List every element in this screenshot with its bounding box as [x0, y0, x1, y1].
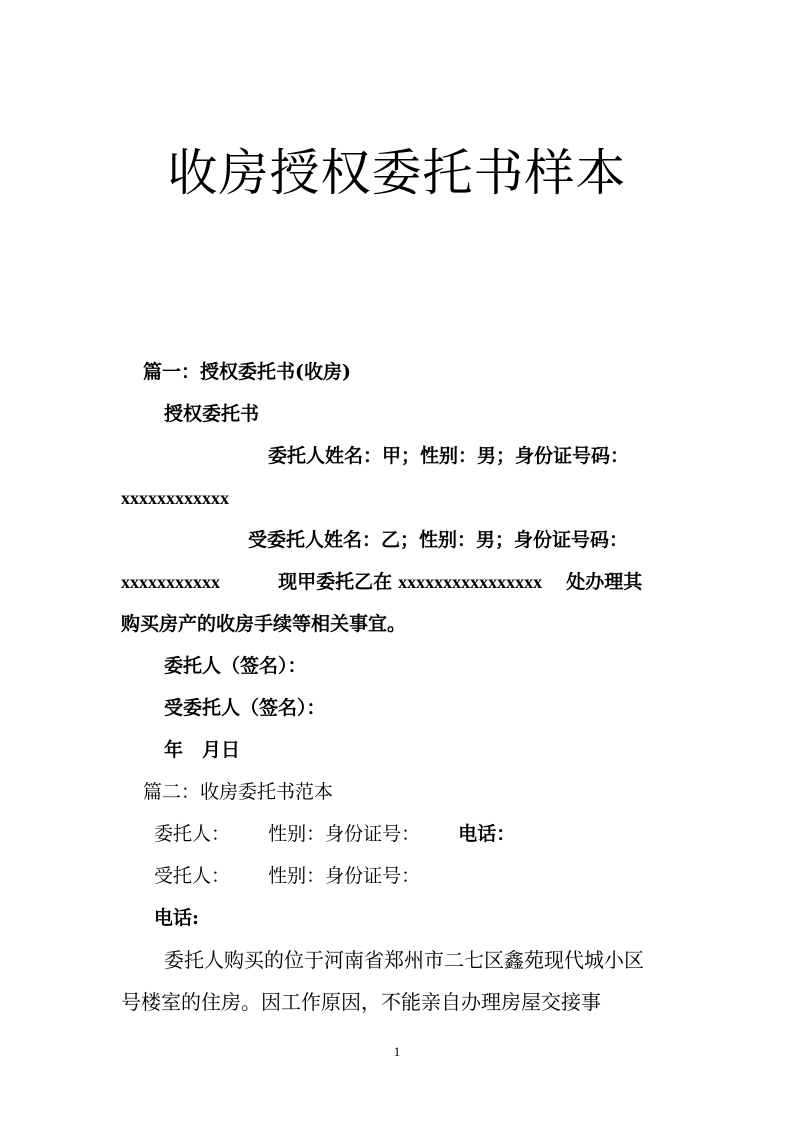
- agent-id-value: xxxxxxxxxxx: [121, 572, 220, 592]
- section1-subheading: 授权委托书: [164, 403, 260, 425]
- principal-id-value: xxxxxxxxxxxx: [121, 488, 229, 508]
- section2-body-line1: 委托人购买的位于河南省郑州市二七区鑫苑现代城小区: [164, 948, 644, 972]
- page-number: 1: [393, 1044, 401, 1059]
- principal-signature-label: 委托人（签名）：: [164, 655, 307, 677]
- section2-heading: 篇二：收房委托书范本: [143, 781, 334, 803]
- agent-signature-label: 受委托人（签名）：: [164, 697, 326, 719]
- location-value: xxxxxxxxxxxxxxxx: [398, 572, 543, 592]
- date-label: 年 月日: [164, 739, 241, 761]
- section2-principal-line: [154, 822, 515, 846]
- agent-info-line: 受委托人姓名：乙；性别：男；身份证号码：: [248, 529, 629, 551]
- authorization-body-text1: 现甲委托乙在: [278, 571, 393, 593]
- section1-heading: 篇一：授权委托书(收房): [143, 361, 351, 383]
- section2-body-line2: 号楼室的住房。因工作原因，不能亲自办理房屋交接事: [121, 990, 601, 1014]
- document-title: 收房授权委托书样本: [167, 144, 627, 202]
- section2-agent-gender: 性别：身份证号：: [268, 865, 421, 887]
- section2-principal-phone: 电话：: [458, 823, 516, 845]
- section2-agent-label: 受托人：: [154, 865, 231, 887]
- principal-info-line: 委托人姓名：甲；性别：男；身份证号码：: [268, 445, 630, 467]
- authorization-body-line2: 购买房产的收房手续等相关事宜。: [121, 613, 407, 635]
- section2-principal-gender: 性别：身份证号：: [268, 823, 421, 845]
- section2-phone-label: 电话:: [154, 907, 200, 929]
- authorization-body-text2: 处办理其: [566, 571, 643, 593]
- section2-agent-line: [154, 864, 420, 888]
- section2-principal-label: 委托人：: [154, 823, 231, 845]
- authorization-body-line1: [121, 570, 642, 594]
